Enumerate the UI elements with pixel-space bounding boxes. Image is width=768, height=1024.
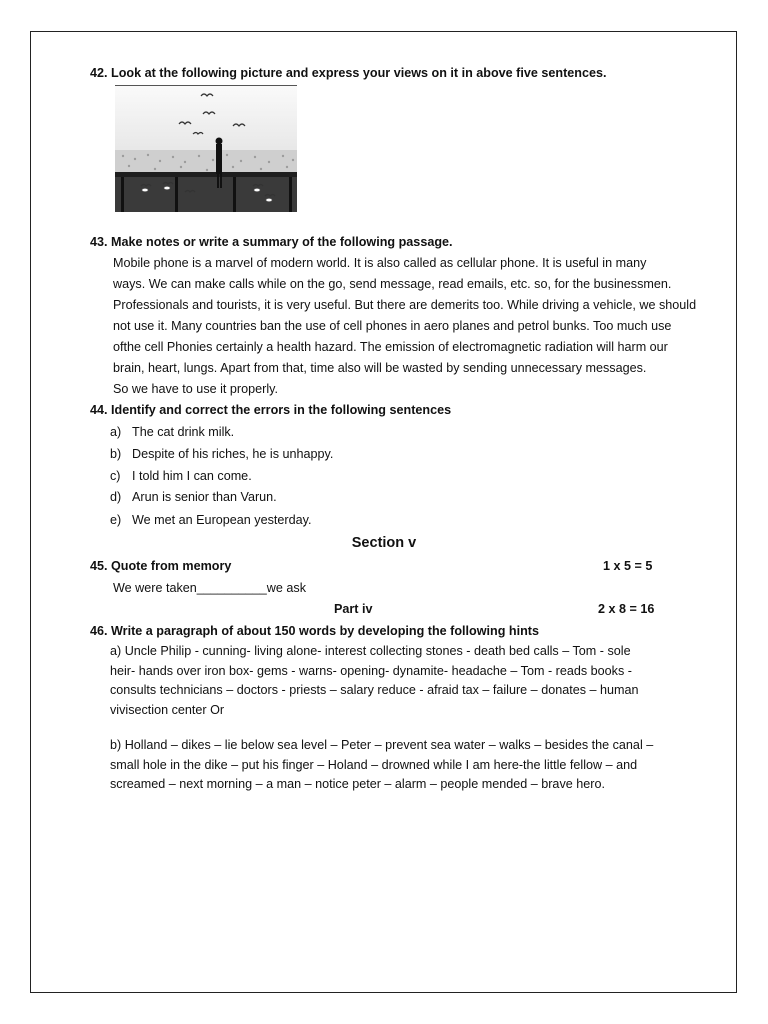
passage-line: ofthe cell Phonies certainly a health hazard. The emission of electromagnetic radiation will harm our — [113, 340, 668, 354]
q43-passage — [113, 253, 705, 400]
q43-heading: 43. Make notes or write a summary of the following passage. — [90, 235, 453, 249]
hint-line: vivisection center Or — [110, 702, 225, 717]
part-label: Part iv — [334, 602, 373, 616]
passage-line: Mobile phone is a marvel of modern world. It is also called as cellular phone. It is useful in many — [113, 256, 647, 270]
part-marks: 2 x 8 = 16 — [598, 602, 655, 616]
q46-heading: 46. Write a paragraph of about 150 words by developing the following hints — [90, 624, 540, 638]
item-text: The cat drink milk. — [132, 425, 235, 439]
list-item — [110, 469, 252, 483]
passage-line: not use it. Many countries ban the use of cell phones in aero planes and petrol bunks. Too much use — [113, 319, 672, 333]
section-heading: Section v — [351, 535, 417, 551]
hint-line: small hole in the dike – put his finger – Holand – drowned while I am here-the little fellow – and — [110, 757, 638, 772]
passage-line: So we have to use it properly. — [113, 382, 278, 396]
item-label: a) — [110, 425, 122, 439]
seagull-scene-image — [115, 86, 297, 212]
hint-line: a) Uncle Philip - cunning- living alone- interest collecting stones - death bed calls – Tom - sole — [110, 644, 631, 658]
passage-line: Professionals and tourists, it is very useful. But there are demerits too. While driving a vehicle, we should — [113, 298, 697, 312]
item-label: d) — [110, 490, 122, 504]
list-item — [110, 513, 311, 527]
item-label: b) — [110, 447, 122, 461]
q45-marks: 1 x 5 = 5 — [603, 559, 653, 573]
q42-photo — [115, 85, 297, 212]
list-item — [110, 490, 277, 504]
item-text: We met an European yesterday. — [132, 513, 312, 527]
item-text: Arun is senior than Varun. — [132, 490, 277, 504]
hint-line: screamed – next morning – a man – notice peter – alarm – people mended – brave hero. — [110, 777, 605, 791]
hint-line: consults technicians – doctors - priests – salary reduce - afraid tax – failure – donates – human — [110, 683, 639, 697]
list-item — [110, 447, 333, 461]
passage-line: ways. We can make calls while on the go, send message, read emails, etc. so, for the businessmen. — [113, 277, 672, 291]
passage-line: brain, heart, lungs. Apart from that, time also will be wasted by sending unnecessary messages. — [113, 361, 647, 375]
q46-option-b — [110, 736, 710, 795]
item-text: Despite of his riches, he is unhappy. — [132, 447, 334, 461]
q44-heading: 44. Identify and correct the errors in the following sentences — [90, 403, 452, 417]
hint-line: heir- hands over iron box- gems - warns- opening- dynamite- headache – Tom - reads books - — [110, 663, 632, 678]
item-label: e) — [110, 513, 122, 527]
q46-option-a — [110, 642, 710, 720]
q45-heading: 45. Quote from memory — [90, 559, 232, 573]
item-text: I told him I can come. — [132, 469, 252, 483]
q45-line: We were taken__________we ask — [113, 581, 307, 595]
list-item — [110, 425, 234, 439]
item-label: c) — [110, 469, 121, 483]
hint-line: b) Holland – dikes – lie below sea level – Peter – prevent sea water – walks – besides the canal – — [110, 738, 654, 752]
q42-heading: 42. Look at the following picture and express your views on it in above five sentences. — [90, 66, 607, 80]
